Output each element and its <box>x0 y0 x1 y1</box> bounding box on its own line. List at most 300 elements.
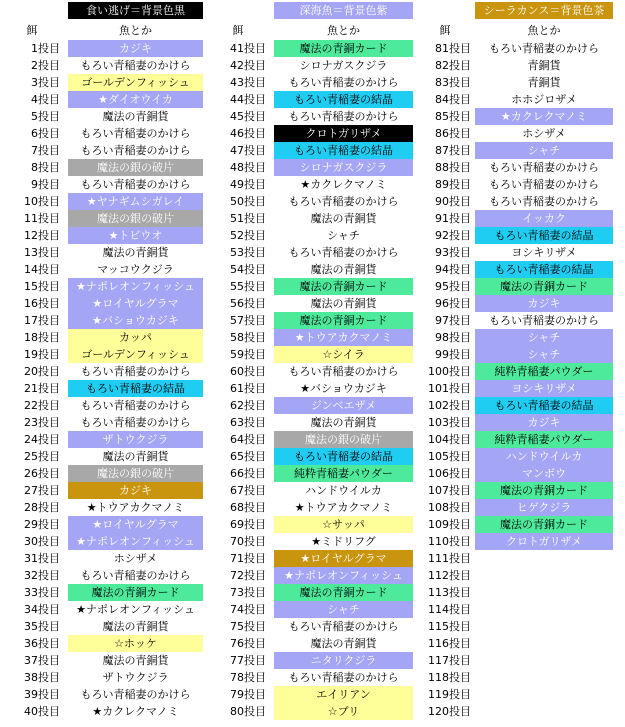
cast-number: 114投目 <box>428 603 471 616</box>
catch-cell: 魔法の青銅カード <box>475 482 613 499</box>
table-row <box>417 312 613 329</box>
catch-cell: もろい青稲妻のかけら <box>68 176 203 193</box>
catch-cell: ☆ブリ <box>274 703 413 720</box>
cast-number: 91投目 <box>435 212 471 225</box>
table-row <box>206 40 413 57</box>
catch-cell: 魔法の青銅カード <box>274 584 413 601</box>
cast-number: 26投目 <box>24 467 60 480</box>
table-row <box>0 74 203 91</box>
catch-cell: ★トウアカクマノミ <box>274 499 413 516</box>
catch-cell: シャチ <box>274 601 413 618</box>
cast-number: 78投目 <box>230 671 266 684</box>
table-row <box>206 482 413 499</box>
cast-number: 72投目 <box>230 569 266 582</box>
legend-header-2: 深海魚＝背景色紫 <box>274 2 413 19</box>
table-row <box>417 227 613 244</box>
cast-number: 58投目 <box>230 331 266 344</box>
cast-number: 51投目 <box>230 212 266 225</box>
cast-number: 60投目 <box>230 365 266 378</box>
table-row <box>0 635 203 652</box>
catch-cell <box>475 567 613 584</box>
table-row <box>417 669 613 686</box>
table-row <box>206 329 413 346</box>
catch-cell: もろい青稲妻の結晶 <box>274 142 413 159</box>
table-row <box>0 295 203 312</box>
catch-cell: ★ナポレオンフィッシュ <box>274 567 413 584</box>
table-row <box>417 533 613 550</box>
table-row <box>0 193 203 210</box>
table-row <box>206 142 413 159</box>
catch-cell: カジキ <box>475 295 613 312</box>
table-row <box>417 108 613 125</box>
cast-number: 84投目 <box>435 93 471 106</box>
table-row <box>0 329 203 346</box>
table-row <box>206 295 413 312</box>
catch-cell: ★ロイヤルグラマ <box>68 295 203 312</box>
catch-cell <box>475 618 613 635</box>
catch-cell: もろい青稲妻のかけら <box>475 176 613 193</box>
catch-cell: 魔法の青銅カード <box>274 312 413 329</box>
catch-cell: ゴールデンフィッシュ <box>68 346 203 363</box>
table-row <box>206 703 413 720</box>
cast-number: 71投目 <box>230 552 266 565</box>
cast-number: 41投目 <box>230 42 266 55</box>
catch-cell: 魔法の銀の破片 <box>68 159 203 176</box>
table-row <box>206 108 413 125</box>
catch-cell: 魔法の青銅貨 <box>274 210 413 227</box>
table-row <box>417 125 613 142</box>
table-row <box>417 261 613 278</box>
catch-cell: もろい青稲妻のかけら <box>274 618 413 635</box>
cast-number: 25投目 <box>24 450 60 463</box>
catch-cell: ★バショウカジキ <box>274 380 413 397</box>
cast-number: 8投目 <box>31 161 60 174</box>
cast-number: 30投目 <box>24 535 60 548</box>
table-row <box>0 40 203 57</box>
cast-number: 119投目 <box>428 688 471 701</box>
table-row <box>0 227 203 244</box>
table-row <box>0 584 203 601</box>
catch-cell: もろい青稲妻の結晶 <box>68 380 203 397</box>
table-row <box>417 346 613 363</box>
cast-number: 22投目 <box>24 399 60 412</box>
table-row <box>206 278 413 295</box>
table-row <box>417 414 613 431</box>
catch-cell: もろい青稲妻のかけら <box>68 414 203 431</box>
catch-cell: ゴールデンフィッシュ <box>68 74 203 91</box>
table-row <box>0 567 203 584</box>
catch-cell: カッパ <box>68 329 203 346</box>
cast-number: 12投目 <box>24 229 60 242</box>
catch-cell <box>475 652 613 669</box>
catch-cell: イッカク <box>475 210 613 227</box>
cast-number: 86投目 <box>435 127 471 140</box>
table-row <box>206 380 413 397</box>
catch-cell: シャチ <box>475 346 613 363</box>
catch-cell: ザトウクジラ <box>68 669 203 686</box>
cast-number: 101投目 <box>428 382 471 395</box>
catch-cell: ★ナポレオンフィッシュ <box>68 278 203 295</box>
table-row <box>0 618 203 635</box>
table-row <box>206 635 413 652</box>
cast-number: 73投目 <box>230 586 266 599</box>
cast-number: 90投目 <box>435 195 471 208</box>
catch-cell: もろい青稲妻の結晶 <box>475 227 613 244</box>
catch-cell: シャチ <box>475 142 613 159</box>
table-row <box>206 550 413 567</box>
catch-cell: 魔法の青銅貨 <box>68 652 203 669</box>
fish-column-header: 魚とか <box>119 24 152 37</box>
table-row <box>206 193 413 210</box>
cast-number: 68投目 <box>230 501 266 514</box>
cast-number: 18投目 <box>24 331 60 344</box>
cast-number: 39投目 <box>24 688 60 701</box>
table-row <box>417 703 613 720</box>
cast-number: 67投目 <box>230 484 266 497</box>
table-row <box>206 618 413 635</box>
table-row <box>206 57 413 74</box>
catch-cell: ★ダイオウイカ <box>68 91 203 108</box>
table-row <box>417 448 613 465</box>
catch-cell: ニタリクジラ <box>274 652 413 669</box>
cast-number: 77投目 <box>230 654 266 667</box>
table-row <box>0 380 203 397</box>
cast-number: 43投目 <box>230 76 266 89</box>
catch-cell: 魔法の青銅貨 <box>68 448 203 465</box>
catch-cell: クロトガリザメ <box>274 125 413 142</box>
table-row <box>206 74 413 91</box>
catch-cell: ザトウクジラ <box>68 431 203 448</box>
table-row <box>417 210 613 227</box>
catch-cell: ☆シイラ <box>274 346 413 363</box>
cast-number: 27投目 <box>24 484 60 497</box>
catch-cell: ☆ホッケ <box>68 635 203 652</box>
cast-number: 9投目 <box>31 178 60 191</box>
bait-column-header: 餌 <box>439 24 451 37</box>
catch-cell <box>475 601 613 618</box>
cast-number: 97投目 <box>435 314 471 327</box>
catch-cell: 魔法の青銅カード <box>274 278 413 295</box>
table-row <box>0 261 203 278</box>
catch-cell: ホシザメ <box>475 125 613 142</box>
catch-cell: もろい青稲妻のかけら <box>274 193 413 210</box>
cast-number: 82投目 <box>435 59 471 72</box>
cast-number: 118投目 <box>428 671 471 684</box>
catch-cell: ★ロイヤルグラマ <box>274 550 413 567</box>
cast-number: 102投目 <box>428 399 471 412</box>
cast-number: 11投目 <box>24 212 60 225</box>
table-row <box>0 686 203 703</box>
table-row <box>417 74 613 91</box>
table-row <box>0 346 203 363</box>
catch-cell: 魔法の青銅貨 <box>274 414 413 431</box>
catch-cell: 魔法の銀の破片 <box>68 465 203 482</box>
table-row <box>417 652 613 669</box>
table-row <box>417 618 613 635</box>
cast-number: 80投目 <box>230 705 266 718</box>
catch-cell: ホシザメ <box>68 550 203 567</box>
table-row <box>206 669 413 686</box>
table-row <box>0 176 203 193</box>
cast-number: 59投目 <box>230 348 266 361</box>
catch-cell: ★バショウカジキ <box>68 312 203 329</box>
cast-number: 108投目 <box>428 501 471 514</box>
cast-number: 53投目 <box>230 246 266 259</box>
cast-number: 95投目 <box>435 280 471 293</box>
column-block-1 <box>0 0 206 727</box>
catch-cell: クロトガリザメ <box>475 533 613 550</box>
catch-cell: 魔法の青銅貨 <box>274 295 413 312</box>
catch-cell: もろい青稲妻のかけら <box>274 669 413 686</box>
cast-number: 66投目 <box>230 467 266 480</box>
catch-cell: ★トビウオ <box>68 227 203 244</box>
catch-cell: カジキ <box>68 40 203 57</box>
cast-number: 50投目 <box>230 195 266 208</box>
cast-number: 100投目 <box>428 365 471 378</box>
catch-cell: ★カクレクマノミ <box>475 108 613 125</box>
table-row <box>206 499 413 516</box>
catch-cell: ヨシキリザメ <box>475 244 613 261</box>
catch-cell: 青銅貨 <box>475 74 613 91</box>
catch-cell: 魔法の銀の破片 <box>68 210 203 227</box>
catch-cell: もろい青稲妻のかけら <box>274 108 413 125</box>
table-row <box>0 448 203 465</box>
catch-cell: もろい青稲妻の結晶 <box>475 261 613 278</box>
catch-cell: シロナガスクジラ <box>274 159 413 176</box>
table-row <box>0 431 203 448</box>
cast-number: 94投目 <box>435 263 471 276</box>
cast-number: 49投目 <box>230 178 266 191</box>
catch-cell: 魔法の青銅貨 <box>68 108 203 125</box>
table-row <box>206 516 413 533</box>
cast-number: 5投目 <box>31 110 60 123</box>
table-row <box>417 244 613 261</box>
table-row <box>417 584 613 601</box>
table-row <box>417 159 613 176</box>
table-row <box>0 57 203 74</box>
table-row <box>0 652 203 669</box>
table-row <box>417 91 613 108</box>
cast-number: 70投目 <box>230 535 266 548</box>
catch-cell: ★ミドリフグ <box>274 533 413 550</box>
table-row <box>0 703 203 720</box>
table-row <box>206 414 413 431</box>
cast-number: 112投目 <box>428 569 471 582</box>
cast-number: 96投目 <box>435 297 471 310</box>
catch-cell <box>475 703 613 720</box>
catch-cell: カジキ <box>68 482 203 499</box>
table-row <box>0 244 203 261</box>
catch-cell: シャチ <box>475 329 613 346</box>
catch-cell: 魔法の青銅カード <box>475 278 613 295</box>
table-row <box>206 244 413 261</box>
legend-header-3: シーラカンス＝背景色茶 <box>475 2 613 19</box>
fish-column-header: 魚とか <box>327 24 360 37</box>
catch-cell: ★ロイヤルグラマ <box>68 516 203 533</box>
cast-number: 64投目 <box>230 433 266 446</box>
table-row <box>206 448 413 465</box>
catch-cell: もろい青稲妻のかけら <box>68 142 203 159</box>
cast-number: 16投目 <box>24 297 60 310</box>
table-row <box>206 567 413 584</box>
cast-number: 7投目 <box>31 144 60 157</box>
catch-cell: ホホジロザメ <box>475 91 613 108</box>
table-row <box>417 380 613 397</box>
table-row <box>417 516 613 533</box>
cast-number: 120投目 <box>428 705 471 718</box>
table-row <box>206 159 413 176</box>
cast-number: 87投目 <box>435 144 471 157</box>
cast-number: 36投目 <box>24 637 60 650</box>
cast-number: 38投目 <box>24 671 60 684</box>
table-row <box>0 210 203 227</box>
table-row <box>206 312 413 329</box>
catch-cell: ★カクレクマノミ <box>274 176 413 193</box>
cast-number: 83投目 <box>435 76 471 89</box>
legend-header-1: 食い逃げ＝背景色黒 <box>68 2 203 19</box>
cast-number: 14投目 <box>24 263 60 276</box>
table-row <box>417 431 613 448</box>
cast-number: 15投目 <box>24 280 60 293</box>
cast-number: 117投目 <box>428 654 471 667</box>
catch-cell: ヨシキリザメ <box>475 380 613 397</box>
table-row <box>0 533 203 550</box>
catch-cell: もろい青稲妻の結晶 <box>274 448 413 465</box>
cast-number: 89投目 <box>435 178 471 191</box>
table-row <box>417 482 613 499</box>
cast-number: 42投目 <box>230 59 266 72</box>
catch-cell: もろい青稲妻のかけら <box>68 363 203 380</box>
cast-number: 31投目 <box>24 552 60 565</box>
table-row <box>417 635 613 652</box>
column-block-3 <box>417 0 625 727</box>
cast-number: 34投目 <box>24 603 60 616</box>
table-row <box>0 363 203 380</box>
table-row <box>0 125 203 142</box>
catch-cell: 魔法の青銅貨 <box>274 261 413 278</box>
cast-number: 3投目 <box>31 76 60 89</box>
cast-number: 115投目 <box>428 620 471 633</box>
cast-number: 63投目 <box>230 416 266 429</box>
catch-cell: 純粋青稲妻パウダー <box>475 431 613 448</box>
fish-column-header: 魚とか <box>527 24 561 37</box>
cast-number: 65投目 <box>230 450 266 463</box>
table-row <box>0 278 203 295</box>
cast-number: 110投目 <box>428 535 471 548</box>
cast-number: 109投目 <box>428 518 471 531</box>
catch-cell: シロナガスクジラ <box>274 57 413 74</box>
cast-number: 6投目 <box>31 127 60 140</box>
catch-cell: もろい青稲妻のかけら <box>68 397 203 414</box>
table-row <box>417 295 613 312</box>
cast-number: 92投目 <box>435 229 471 242</box>
catch-cell <box>475 550 613 567</box>
table-row <box>0 397 203 414</box>
bait-column-header: 餌 <box>26 24 38 37</box>
table-row <box>417 686 613 703</box>
catch-cell: もろい青稲妻のかけら <box>68 686 203 703</box>
catch-cell: ★ヤナギムシガレイ <box>68 193 203 210</box>
cast-number: 35投目 <box>24 620 60 633</box>
table-row <box>206 601 413 618</box>
cast-number: 69投目 <box>230 518 266 531</box>
table-row <box>417 40 613 57</box>
table-row <box>0 159 203 176</box>
catch-cell: ジンベエザメ <box>274 397 413 414</box>
cast-number: 113投目 <box>428 586 471 599</box>
catch-cell: もろい青稲妻のかけら <box>68 125 203 142</box>
table-row <box>206 125 413 142</box>
catch-cell: 魔法の青銅貨 <box>274 635 413 652</box>
table-row <box>0 108 203 125</box>
cast-number: 21投目 <box>24 382 60 395</box>
cast-number: 46投目 <box>230 127 266 140</box>
cast-number: 2投目 <box>31 59 60 72</box>
catch-cell: 青銅貨 <box>475 57 613 74</box>
cast-number: 19投目 <box>24 348 60 361</box>
cast-number: 24投目 <box>24 433 60 446</box>
catch-cell: もろい青稲妻のかけら <box>475 312 613 329</box>
table-row <box>0 482 203 499</box>
table-row <box>0 669 203 686</box>
catch-cell: 魔法の銀の破片 <box>274 431 413 448</box>
catch-cell: もろい青稲妻のかけら <box>274 363 413 380</box>
table-row <box>417 142 613 159</box>
cast-number: 93投目 <box>435 246 471 259</box>
cast-number: 85投目 <box>435 110 471 123</box>
catch-cell <box>475 584 613 601</box>
table-row <box>0 550 203 567</box>
table-row <box>206 584 413 601</box>
cast-number: 98投目 <box>435 331 471 344</box>
cast-number: 45投目 <box>230 110 266 123</box>
cast-number: 33投目 <box>24 586 60 599</box>
cast-number: 107投目 <box>428 484 471 497</box>
table-row <box>206 686 413 703</box>
catch-cell <box>475 635 613 652</box>
table-row <box>0 142 203 159</box>
cast-number: 48投目 <box>230 161 266 174</box>
catch-cell: 魔法の青銅カード <box>68 584 203 601</box>
catch-cell: 魔法の青銅貨 <box>68 244 203 261</box>
catch-cell: ☆サッパ <box>274 516 413 533</box>
table-row <box>206 346 413 363</box>
catch-cell <box>475 669 613 686</box>
cast-number: 55投目 <box>230 280 266 293</box>
catch-cell: ★トウアカクマノミ <box>274 329 413 346</box>
table-row <box>206 210 413 227</box>
table-row <box>0 91 203 108</box>
catch-cell: もろい青稲妻の結晶 <box>475 397 613 414</box>
catch-cell: マンボウ <box>475 465 613 482</box>
cast-number: 32投目 <box>24 569 60 582</box>
cast-number: 75投目 <box>230 620 266 633</box>
table-row <box>0 499 203 516</box>
cast-number: 54投目 <box>230 263 266 276</box>
catch-cell: もろい青稲妻の結晶 <box>274 91 413 108</box>
cast-number: 17投目 <box>24 314 60 327</box>
cast-number: 103投目 <box>428 416 471 429</box>
table-row <box>206 363 413 380</box>
cast-number: 62投目 <box>230 399 266 412</box>
cast-number: 57投目 <box>230 314 266 327</box>
table-row <box>206 227 413 244</box>
catch-cell: ハンドウイルカ <box>274 482 413 499</box>
table-row <box>206 176 413 193</box>
catch-cell: もろい青稲妻のかけら <box>475 40 613 57</box>
cast-number: 47投目 <box>230 144 266 157</box>
cast-number: 13投目 <box>24 246 60 259</box>
